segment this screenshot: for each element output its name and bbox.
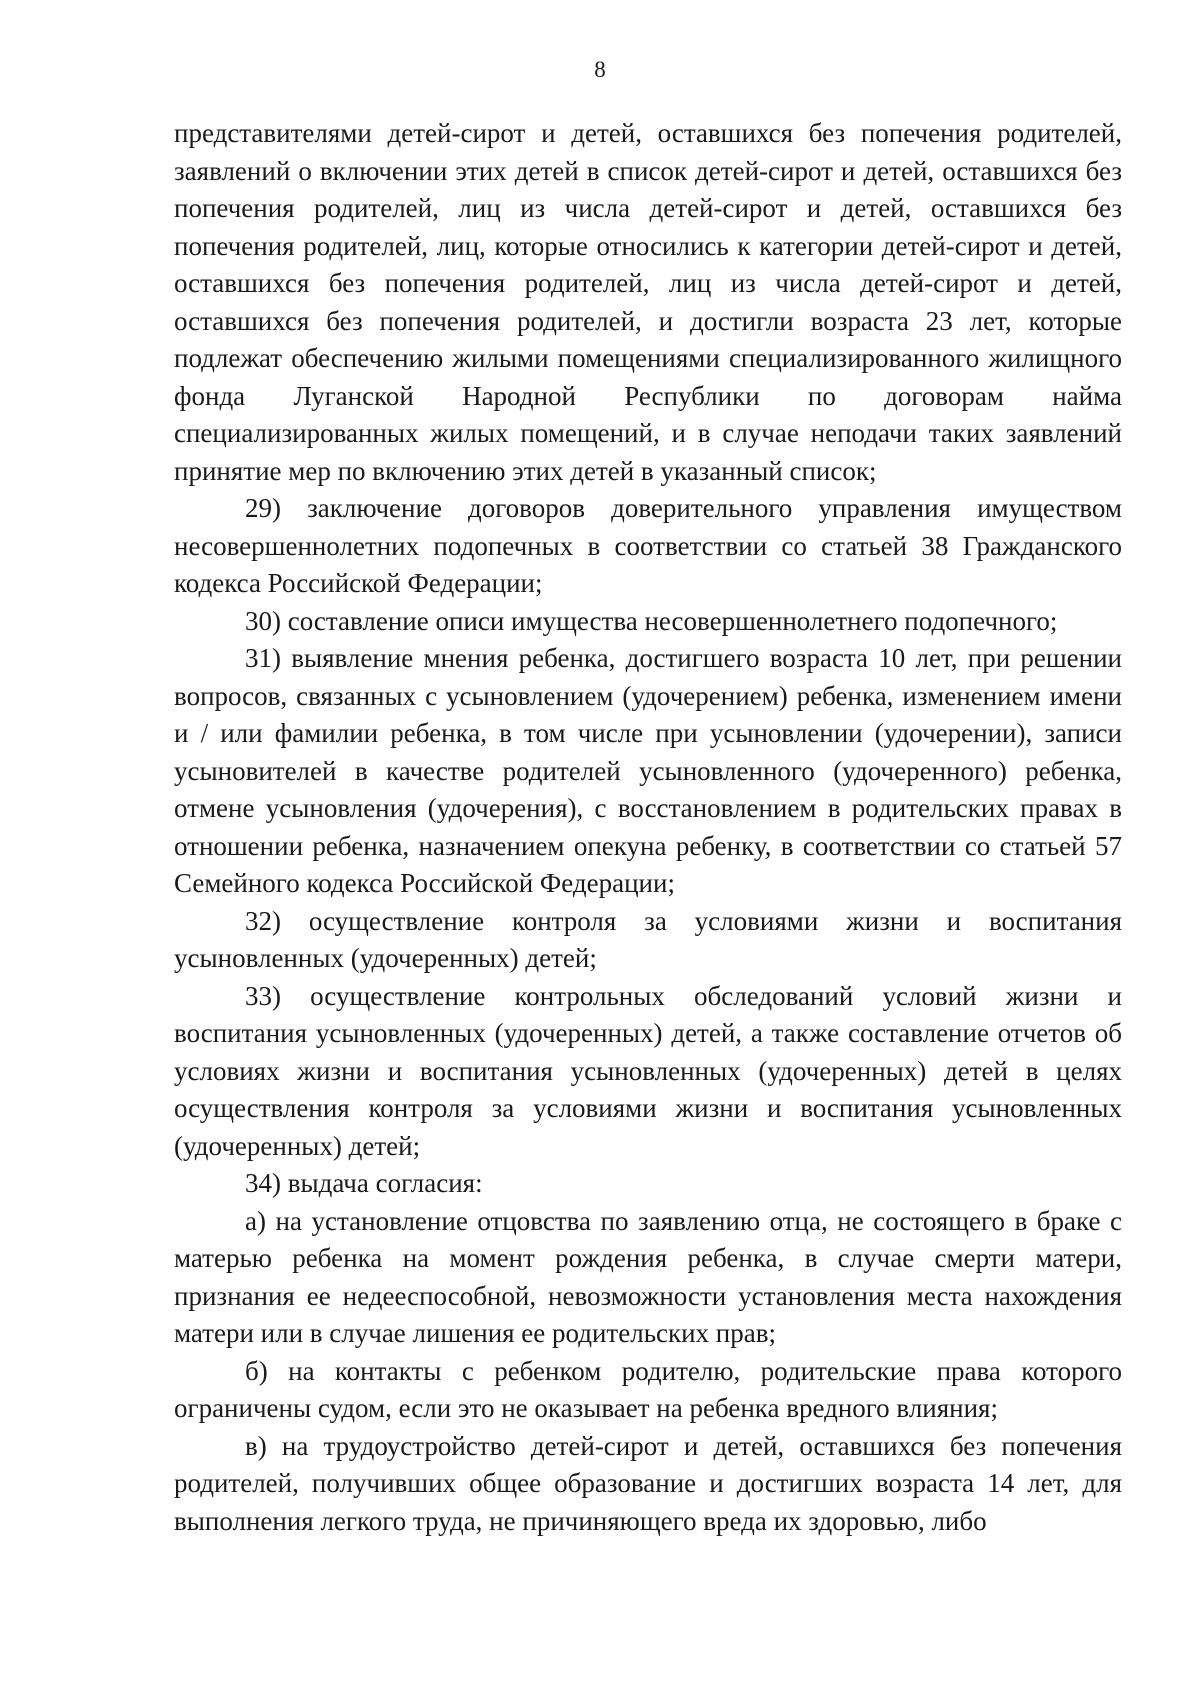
document-body (174, 115, 1122, 1540)
paragraph-subitem-a: а) на установление отцовства по заявлению отца, не состоящего в браке с матерью ребенка на момент рождения ребенка, в случае смерти матери, признания ее недееспособной, невозможности установления места нахождения матери или в случае лишения ее родительских прав; (174, 1205, 1122, 1348)
paragraph-subitem-v: в) на трудоустройство детей-сирот и детей, оставшихся без попечения родителей, получивших общее образование и достигших возраста 14 лет, для выполнения легкого труда, не причиняющего вреда их здоровью, либо (174, 1430, 1122, 1536)
paragraph-subitem-b: б) на контакты с ребенком родителю, родительские права которого ограничены судом, если это не оказывает на ребенка вредного влияния; (174, 1355, 1122, 1423)
paragraph-item-30: 30) составление описи имущества несовершеннолетнего подопечного; (245, 605, 1058, 636)
paragraph-item-31: 31) выявление мнения ребенка, достигшего возраста 10 лет, при решении вопросов, связанных с усыновлением (удочерением) ребенка, изменением имени и / или фамилии ребенка, в том числе при усыновлении (удочерении), записи усыновителей в качестве родителей усыновленного (удочеренного) ребенка, отмене усыновления (удочерения), с восстановлением в родительских правах в отношении ребенка, назначением опекуна ребенку, в соответствии со статьей 57 Семейного кодекса Российской Федерации; (174, 643, 1122, 898)
paragraph-item-32: 32) осуществление контроля за условиями жизни и воспитания усыновленных (удочеренных) детей; (174, 905, 1122, 973)
page-number: 8 (594, 57, 606, 82)
paragraph-item-33: 33) осуществление контрольных обследований условий жизни и воспитания усыновленных (удочеренных) детей, а также составление отчетов об условиях жизни и воспитания усыновленных (удочеренных) детей в целях осуществления контроля за условиями жизни и воспитания усыновленных (удочеренных) детей; (174, 980, 1122, 1161)
paragraph-item-29: 29) заключение договоров доверительного управления имуществом несовершеннолетних подопечных в соответствии со статьей 38 Гражданского кодекса Российской Федерации; (174, 493, 1122, 598)
paragraph-item-34: 34) выдача согласия: (245, 1168, 483, 1198)
paragraph-continuation: представителями детей-сирот и детей, оставшихся без попечения родителей, заявлений о включении этих детей в список детей-сирот и детей, оставшихся без попечения родителей, лиц из числа детей-сирот и детей, оставшихся без попечения родителей, лиц, которые относились к категории детей-сирот и детей, оставшихся без попечения родителей, лиц из числа детей-сирот и детей, оставшихся без попечения родителей, и достигли возраста 23 лет, которые подлежат обеспечению жилыми помещениями специализированного жилищного фонда Луганской Народной Республики по договорам найма специализированных жилых помещений, и в случае неподачи таких заявлений принятие мер по включению этих детей в указанный список; (174, 118, 1122, 486)
